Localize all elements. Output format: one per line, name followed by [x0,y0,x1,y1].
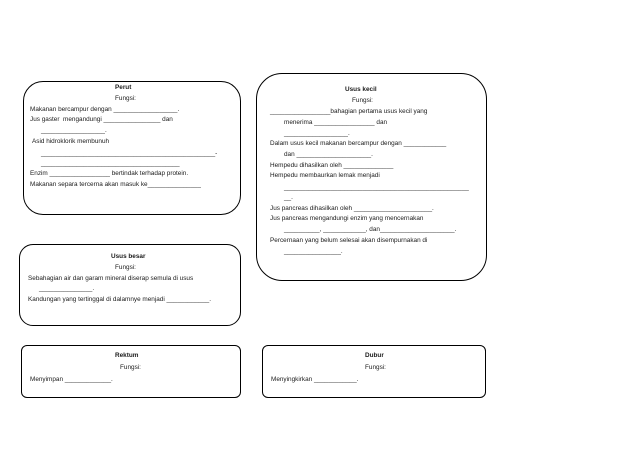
rektum-box [21,345,241,398]
perut-line-1: Makanan bercampur dengan __________________. [30,106,180,113]
perut-line-5: _________________________________________________- [41,150,218,157]
usus-kecil-box [256,73,487,281]
perut-line-6: _______________________________________ [41,160,180,167]
usus-besar-fungsi-label: Fungsi: [115,264,136,271]
usus-besar-line-1: Sebahagian air dan garam mineral diserap semula di usus [28,275,194,282]
perut-title: Perut [115,84,132,91]
usus-besar-title: Usus besar [111,253,146,260]
perut-line-3: __________________. [41,127,107,134]
usus-kecil-line-11: Jus pancreas mengandungi enzim yang mencernakan [270,215,424,222]
usus-kecil-line-12: __________, ____________, dan_____________________. [284,226,457,233]
usus-kecil-line-3: __________________. [284,130,350,137]
usus-kecil-line-8: ____________________________________________________ [284,184,469,191]
perut-line-4: Asid hidroklorik membunuh [32,138,110,145]
usus-kecil-line-4: Dalam usus kecil makanan bercampur dengan ____________ [270,140,447,147]
usus-kecil-line-9: __. [284,194,293,201]
usus-kecil-line-10: Jus pancreas dihasilkan oleh ______________________. [270,205,434,212]
usus-kecil-line-5: dan _____________________. [284,151,373,158]
usus-kecil-line-13: Percernaan yang belum selesai akan disempurnakan di [270,237,428,244]
usus-kecil-line-7: Hempedu membaurkan lemak menjadi [270,172,380,179]
usus-kecil-line-1: _________________bahagian pertama usus kecil yang [270,108,428,115]
perut-box [23,81,241,215]
rektum-line: Menyimpan _____________. [30,376,113,383]
perut-line-2: Jus gaster mengandungi ________________ dan [30,116,173,123]
dubur-fungsi-label: Fungsi: [365,364,386,371]
usus-besar-line-2: _______________. [39,285,95,292]
usus-kecil-line-2: menerima _________________ dan [284,119,388,126]
rektum-fungsi-label: Fungsi: [120,364,141,371]
perut-line-8: Makanan separa tercerna akan masuk ke_______________ [30,181,201,188]
rektum-title: Rektum [115,352,139,359]
usus-kecil-line-6: Hempedu dihasilkan oleh ______________ [270,162,394,169]
dubur-box [262,345,486,398]
usus-kecil-title: Usus kecil [345,86,377,93]
dubur-line: Menyingkirkan ____________. [271,376,359,383]
usus-besar-line-3: Kandungan yang tertinggal di dalamnye menjadi ____________. [28,296,211,303]
dubur-title: Dubur [365,352,384,359]
usus-kecil-line-14: ________________. [284,248,343,255]
perut-fungsi-label: Fungsi: [115,95,136,102]
usus-besar-box [19,244,241,326]
usus-kecil-fungsi-label: Fungsi: [352,97,373,104]
perut-line-7: Enzim _________________ bertindak terhadap protein. [30,170,189,177]
